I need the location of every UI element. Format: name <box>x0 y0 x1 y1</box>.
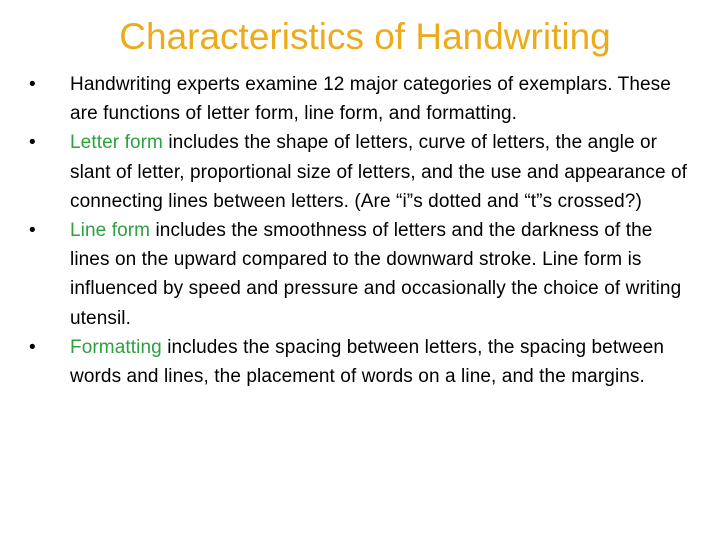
slide-title: Characteristics of Handwriting <box>119 16 611 57</box>
term-line-form: line form <box>304 103 379 125</box>
bullet-dot-icon: • <box>29 220 36 242</box>
term-formatting: formatting <box>426 103 512 125</box>
bullet-dot-icon: • <box>29 336 36 358</box>
bullet-item <box>29 70 691 128</box>
bullet-list <box>29 70 691 391</box>
bullet-text-4 <box>70 337 664 387</box>
bullet-1-sep-2: , and <box>378 103 427 125</box>
bullet-dot-icon: • <box>29 74 36 95</box>
bullet-4-body: includes the spacing between letters, the spacing between words and lines, the placement of words on a line, and the margins. <box>70 336 665 388</box>
bullet-1-sep-1: , <box>293 103 305 125</box>
bullet-item <box>29 128 691 216</box>
bullet-3-body: includes the smoothness of letters and the darkness of the lines on the upward compared to the downward stroke. Line form is influenced by speed and pressure and occasionally the choice of writing utensil. <box>70 220 682 329</box>
bullet-text-1 <box>70 74 671 124</box>
highlight-line-form: Line form <box>70 220 151 242</box>
bullet-1-intro: Handwriting experts examine 12 major categories of exemplars. These are functions of <box>70 74 671 125</box>
bullet-text-2 <box>70 132 687 211</box>
term-letter-form: letter form <box>206 103 294 125</box>
bullet-item <box>29 333 691 391</box>
bullet-1-end: . <box>511 103 518 125</box>
bullet-text-3 <box>70 220 681 329</box>
bullet-item <box>29 216 691 333</box>
highlight-formatting: Formatting <box>70 336 162 358</box>
bullet-dot-icon: • <box>29 132 36 154</box>
bullet-2-body: includes the shape of letters, curve of letters, the angle or slant of letter, proportional size of letters, and the use and appearance of connecting lines between letters. (Are “i”s dotted and “t”s crossed?) <box>70 132 688 212</box>
highlight-letter-form: Letter form <box>70 132 163 154</box>
